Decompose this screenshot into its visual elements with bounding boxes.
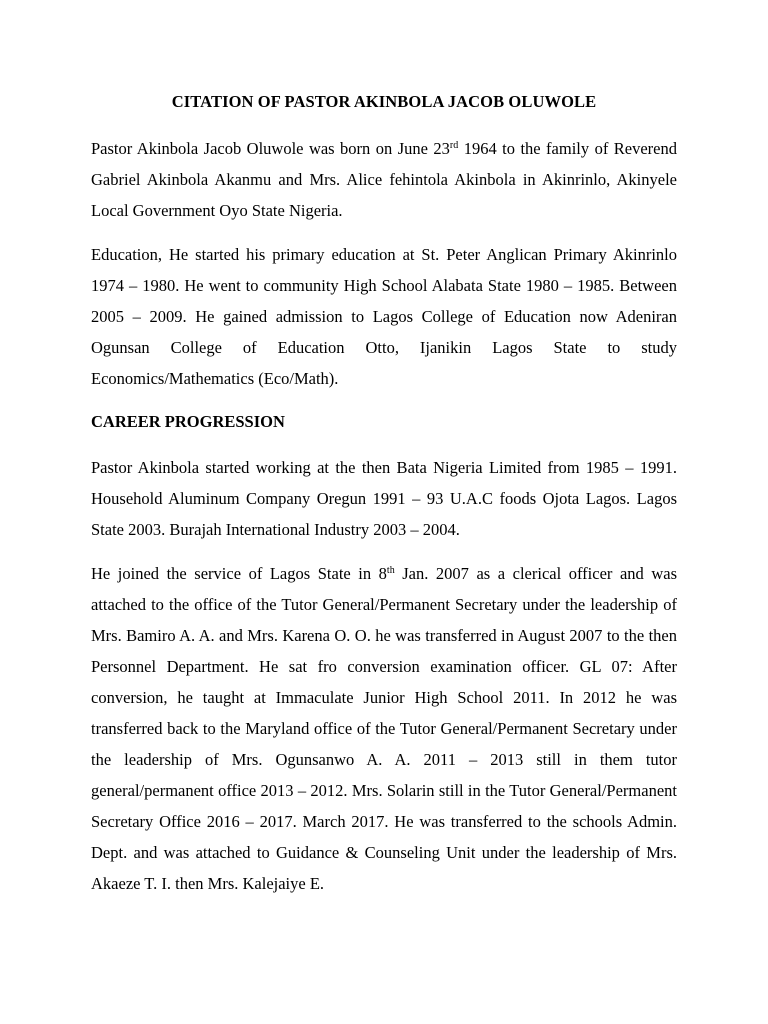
career2-text-end: Jan. 2007 as a clerical officer and was attached to the office of the Tutor General/Permanent Secretary under the leadership of Mrs. Bamiro A. A. and Mrs. Karena O. O. he was transferred in August 2007 to the then Personnel Department. He sat fro conversion examination officer. GL 07: After conversion, he taught at Immaculate Junior High School 2011. In 2012 he was transferred back to the Maryland office of the Tutor General/Permanent Secretary under the leadership of Mrs. Ogunsanwo A. A. 2011 – 2013 still in them tutor general/permanent office 2013 – 2012. Mrs. Solarin still in the Tutor General/Permanent Secretary Office 2016 – 2017. March 2017. He was transferred to the schools Admin. Dept. and was attached to Guidance & Counseling Unit under the leadership of Mrs. Akaeze T. I. then Mrs. Kalejaiye E. xyxy=(91,564,677,893)
intro-paragraph xyxy=(91,133,677,226)
career-paragraph-2 xyxy=(91,558,677,899)
career-paragraph-1: Pastor Akinbola started working at the then Bata Nigeria Limited from 1985 – 1991. Household Aluminum Company Oregun 1991 – 93 U.A.C foods Ojota Lagos. Lagos State 2003. Burajah International Industry 2003 – 2004. xyxy=(91,458,677,539)
intro-text-start: Pastor Akinbola Jacob Oluwole was born on June 23 xyxy=(91,139,450,158)
career-heading: CAREER PROGRESSION xyxy=(91,412,285,431)
education-paragraph: Education, He started his primary education at St. Peter Anglican Primary Akinrinlo 1974 – 1980. He went to community High School Alabata State 1980 – 1985. Between 2005 – 2009. He gained admission to Lagos College of Education now Adeniran Ogunsan College of Education Otto, Ijanikin Lagos State to study Economics/Mathematics (Eco/Math). xyxy=(91,245,677,388)
intro-text-end: 1964 to the family of Reverend Gabriel Akinbola Akanmu and Mrs. Alice fehintola Akinbola in Akinrinlo, Akinyele Local Government Oyo State Nigeria. xyxy=(91,139,677,220)
career2-text-start: He joined the service of Lagos State in 8 xyxy=(91,564,387,583)
intro-superscript: rd xyxy=(449,140,459,151)
career2-superscript: th xyxy=(386,565,395,576)
document-title: CITATION OF PASTOR AKINBOLA JACOB OLUWOLE xyxy=(171,92,597,111)
